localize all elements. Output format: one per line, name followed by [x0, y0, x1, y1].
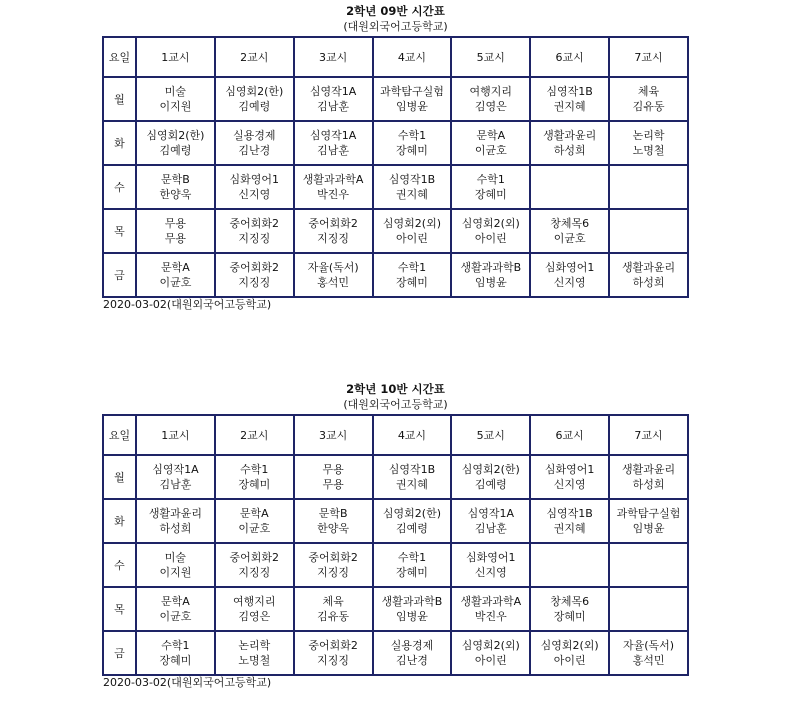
class-cell: [294, 209, 373, 253]
header-row: [103, 37, 688, 77]
period-header: 7교시: [609, 37, 688, 77]
class-cell: [215, 499, 294, 543]
class-cell: [294, 77, 373, 121]
day-row: [103, 165, 688, 209]
class-cell: [609, 165, 688, 209]
class-cell: [530, 165, 609, 209]
day-label: 화: [103, 499, 136, 543]
subject-name: 실용경제: [233, 129, 276, 142]
teacher-name: 지징징: [317, 654, 350, 667]
class-cell: [451, 455, 530, 499]
subject-name: 심영작1B: [388, 173, 436, 186]
subject-name: 생활과윤리: [621, 463, 676, 476]
teacher-name: 이균호: [474, 144, 507, 157]
subject-name: 심영회2(한): [146, 129, 205, 142]
class-cell: [530, 209, 609, 253]
subject-name: 문학B: [318, 507, 348, 520]
teacher-name: 김예령: [474, 478, 507, 491]
class-cell: [609, 209, 688, 253]
period-header: 2교시: [215, 415, 294, 455]
teacher-name: 노명철: [238, 654, 271, 667]
day-row: [103, 587, 688, 631]
class-cell: [294, 253, 373, 297]
day-label: 목: [103, 209, 136, 253]
class-cell: [451, 121, 530, 165]
period-header: 1교시: [136, 37, 215, 77]
period-header: 2교시: [215, 37, 294, 77]
teacher-name: 아이린: [474, 654, 507, 667]
day-row: [103, 209, 688, 253]
teacher-name: 김예령: [159, 144, 192, 157]
class-cell: [373, 587, 452, 631]
class-cell: [451, 631, 530, 675]
subject-name: 수학1: [397, 551, 427, 564]
subject-name: 체육: [637, 85, 660, 98]
class-cell: [609, 543, 688, 587]
teacher-name: 이지원: [159, 566, 192, 579]
teacher-name: 노명철: [632, 144, 665, 157]
class-cell: [294, 165, 373, 209]
class-cell: [373, 165, 452, 209]
teacher-name: 신지영: [238, 188, 271, 201]
subject-name: 문학A: [161, 261, 190, 274]
day-row: [103, 77, 688, 121]
day-label: 월: [103, 455, 136, 499]
timetable-section-10: [102, 378, 689, 690]
day-label: 금: [103, 631, 136, 675]
subject-name: 심영작1A: [152, 463, 199, 476]
subject-name: 심영작1A: [467, 507, 514, 520]
subject-name: 생활과과학A: [302, 173, 364, 186]
teacher-name: 하성희: [632, 276, 665, 289]
timetable-title: 2학년 09반 시간표: [346, 4, 445, 18]
class-cell: [530, 253, 609, 297]
subject-name: 심영작1A: [309, 129, 357, 142]
class-cell: [609, 455, 688, 499]
day-label: 수: [103, 543, 136, 587]
class-cell: [136, 587, 215, 631]
teacher-name: 이균호: [238, 522, 271, 535]
teacher-name: 무용: [164, 232, 187, 245]
subject-name: 심화영어1: [544, 261, 595, 274]
day-row: [103, 455, 688, 499]
class-cell: [530, 631, 609, 675]
subject-name: 심영회2(한): [461, 463, 520, 476]
subject-name: 심화영어1: [466, 551, 516, 564]
class-cell: [215, 543, 294, 587]
teacher-name: 무용: [322, 478, 344, 491]
subject-name: 심영작1B: [388, 463, 436, 476]
teacher-name: 권지혜: [553, 522, 586, 535]
teacher-name: 지징징: [317, 232, 350, 245]
subject-name: 중어회화2: [229, 217, 280, 230]
teacher-name: 김난경: [396, 654, 428, 667]
class-cell: [451, 543, 530, 587]
teacher-name: 지징징: [238, 276, 271, 289]
class-cell: [294, 543, 373, 587]
subject-name: 수학1: [240, 463, 269, 476]
subject-name: 생활과윤리: [148, 507, 202, 520]
class-cell: [136, 499, 215, 543]
day-row: [103, 499, 688, 543]
period-header: 7교시: [609, 415, 688, 455]
timetable-footer: 2020-03-02(대원외국어고등학교): [103, 676, 272, 689]
teacher-name: 장혜미: [159, 654, 192, 667]
timetable-table: [102, 414, 689, 676]
subject-name: 생활과윤리: [621, 261, 676, 274]
class-cell: [609, 253, 688, 297]
teacher-name: 홍석민: [317, 276, 350, 289]
class-cell: [136, 253, 215, 297]
teacher-name: 김예령: [396, 522, 428, 535]
teacher-name: 권지혜: [396, 478, 428, 491]
teacher-name: 이균호: [159, 610, 192, 623]
subject-name: 심영회2(외): [382, 217, 441, 230]
teacher-name: 이지원: [159, 100, 192, 113]
class-cell: [215, 121, 294, 165]
subject-name: 생활과과학B: [381, 595, 443, 608]
timetable-section-09: [102, 0, 689, 312]
teacher-name: 김난경: [238, 144, 271, 157]
subject-name: 심영회2(외): [461, 639, 520, 652]
subject-name: 심영회2(외): [461, 217, 520, 230]
period-header: 5교시: [451, 37, 530, 77]
class-cell: [451, 165, 530, 209]
subject-name: 문학A: [239, 507, 269, 520]
class-cell: [136, 631, 215, 675]
period-header: 3교시: [294, 415, 373, 455]
class-cell: [530, 587, 609, 631]
subject-name: 생활과윤리: [543, 129, 597, 142]
subject-name: 심영회2(한): [225, 85, 284, 98]
teacher-name: 이균호: [159, 276, 192, 289]
teacher-name: 장혜미: [396, 566, 428, 579]
class-cell: [215, 77, 294, 121]
teacher-name: 권지혜: [553, 100, 586, 113]
teacher-name: 임병윤: [396, 610, 428, 623]
subject-name: 수학1: [161, 639, 190, 652]
class-cell: [215, 631, 294, 675]
class-cell: [373, 77, 452, 121]
class-cell: [294, 121, 373, 165]
class-cell: [373, 121, 452, 165]
class-cell: [451, 77, 530, 121]
teacher-name: 이균호: [553, 232, 586, 245]
subject-name: 심화영어1: [544, 463, 595, 476]
subject-name: 미술: [164, 551, 187, 564]
subject-name: 수학1: [397, 261, 427, 274]
teacher-name: 아이린: [396, 232, 428, 245]
class-cell: [136, 121, 215, 165]
teacher-name: 지징징: [238, 566, 271, 579]
subject-name: 심영작1A: [309, 85, 357, 98]
teacher-name: 장혜미: [396, 144, 428, 157]
day-label: 목: [103, 587, 136, 631]
class-cell: [530, 543, 609, 587]
subject-name: 생활과과학A: [460, 595, 522, 608]
teacher-name: 김영은: [238, 610, 271, 623]
school-name: (대원외국어고등학교): [343, 20, 448, 33]
subject-name: 수학1: [397, 129, 427, 142]
corner-label: 요일: [103, 37, 136, 77]
teacher-name: 지징징: [238, 232, 271, 245]
day-row: [103, 253, 688, 297]
class-cell: [215, 587, 294, 631]
teacher-name: 하성희: [553, 144, 586, 157]
class-cell: [294, 631, 373, 675]
subject-name: 무용: [164, 217, 187, 230]
class-cell: [215, 455, 294, 499]
class-cell: [609, 77, 688, 121]
teacher-name: 신지영: [474, 566, 507, 579]
teacher-name: 장혜미: [553, 610, 586, 623]
class-cell: [136, 543, 215, 587]
teacher-name: 장혜미: [396, 276, 428, 289]
subject-name: 자율(독서): [622, 639, 675, 652]
teacher-name: 임병윤: [474, 276, 507, 289]
class-cell: [294, 455, 373, 499]
subject-name: 심영회2(한): [382, 507, 441, 520]
subject-name: 중어회화2: [308, 217, 358, 230]
teacher-name: 김남훈: [317, 100, 350, 113]
timetable-footer: 2020-03-02(대원외국어고등학교): [103, 298, 272, 311]
class-cell: [294, 587, 373, 631]
class-cell: [530, 455, 609, 499]
class-cell: [609, 499, 688, 543]
teacher-name: 김유동: [317, 610, 350, 623]
teacher-name: 지징징: [317, 566, 350, 579]
class-cell: [609, 587, 688, 631]
subject-name: 문학A: [476, 129, 506, 142]
class-cell: [373, 499, 452, 543]
teacher-name: 한양욱: [159, 188, 192, 201]
period-header: 6교시: [530, 37, 609, 77]
teacher-name: 김영은: [474, 100, 507, 113]
class-cell: [215, 165, 294, 209]
subject-name: 실용경제: [390, 639, 434, 652]
subject-name: 논리학: [632, 129, 665, 142]
teacher-name: 신지영: [553, 276, 586, 289]
corner-label: 요일: [103, 415, 136, 455]
class-cell: [451, 587, 530, 631]
subject-name: 중어회화2: [308, 639, 358, 652]
day-row: [103, 121, 688, 165]
teacher-name: 박진우: [317, 188, 350, 201]
class-cell: [530, 121, 609, 165]
subject-name: 무용: [322, 463, 344, 476]
class-cell: [136, 455, 215, 499]
subject-name: 과학탐구실험: [380, 85, 444, 98]
class-cell: [530, 77, 609, 121]
period-header: 4교시: [373, 415, 452, 455]
school-name: (대원외국어고등학교): [343, 398, 448, 411]
teacher-name: 박진우: [474, 610, 507, 623]
subject-name: 생활과과학B: [460, 261, 522, 274]
class-cell: [136, 209, 215, 253]
class-cell: [373, 631, 452, 675]
subject-name: 심영작1B: [546, 507, 593, 520]
teacher-name: 임병윤: [632, 522, 665, 535]
class-cell: [373, 455, 452, 499]
subject-name: 문학A: [161, 595, 190, 608]
day-label: 금: [103, 253, 136, 297]
period-header: 6교시: [530, 415, 609, 455]
subject-name: 심영작1B: [546, 85, 593, 98]
class-cell: [451, 209, 530, 253]
period-header: 1교시: [136, 415, 215, 455]
day-label: 월: [103, 77, 136, 121]
subject-name: 과학탐구실험: [616, 507, 681, 520]
period-header: 4교시: [373, 37, 452, 77]
subject-name: 자율(독서): [307, 261, 359, 274]
subject-name: 중어회화2: [229, 261, 280, 274]
day-label: 수: [103, 165, 136, 209]
subject-name: 창체목6: [550, 595, 590, 608]
class-cell: [136, 77, 215, 121]
class-cell: [609, 121, 688, 165]
timetable-title: 2학년 10반 시간표: [346, 382, 445, 396]
subject-name: 논리학: [238, 639, 271, 652]
class-cell: [136, 165, 215, 209]
class-cell: [451, 499, 530, 543]
class-cell: [530, 499, 609, 543]
class-cell: [373, 209, 452, 253]
subject-name: 창체목6: [550, 217, 590, 230]
class-cell: [373, 253, 452, 297]
teacher-name: 장혜미: [238, 478, 271, 491]
class-cell: [215, 253, 294, 297]
teacher-name: 김남훈: [159, 478, 192, 491]
subject-name: 여행지리: [233, 595, 276, 608]
subject-name: 심영회2(외): [540, 639, 599, 652]
subject-name: 여행지리: [469, 85, 513, 98]
period-header: 5교시: [451, 415, 530, 455]
day-row: [103, 543, 688, 587]
subject-name: 체육: [322, 595, 344, 608]
timetable-table: [102, 36, 689, 298]
teacher-name: 김예령: [238, 100, 271, 113]
teacher-name: 아이린: [553, 654, 586, 667]
class-cell: [609, 631, 688, 675]
subject-name: 심화영어1: [229, 173, 280, 186]
day-row: [103, 631, 688, 675]
period-header: 3교시: [294, 37, 373, 77]
class-cell: [373, 543, 452, 587]
class-cell: [215, 209, 294, 253]
subject-name: 문학B: [161, 173, 190, 186]
teacher-name: 장혜미: [474, 188, 507, 201]
teacher-name: 김남훈: [317, 144, 350, 157]
subject-name: 중어회화2: [308, 551, 358, 564]
teacher-name: 권지혜: [396, 188, 428, 201]
class-cell: [294, 499, 373, 543]
teacher-name: 하성희: [159, 522, 192, 535]
subject-name: 미술: [164, 85, 187, 98]
teacher-name: 아이린: [474, 232, 507, 245]
teacher-name: 하성희: [632, 478, 665, 491]
teacher-name: 한양욱: [317, 522, 350, 535]
subject-name: 수학1: [476, 173, 505, 186]
class-cell: [451, 253, 530, 297]
teacher-name: 김유동: [632, 100, 665, 113]
teacher-name: 홍석민: [632, 654, 665, 667]
subject-name: 중어회화2: [229, 551, 280, 564]
header-row: [103, 415, 688, 455]
day-label: 화: [103, 121, 136, 165]
teacher-name: 김남훈: [474, 522, 507, 535]
teacher-name: 신지영: [553, 478, 586, 491]
teacher-name: 임병윤: [396, 100, 428, 113]
